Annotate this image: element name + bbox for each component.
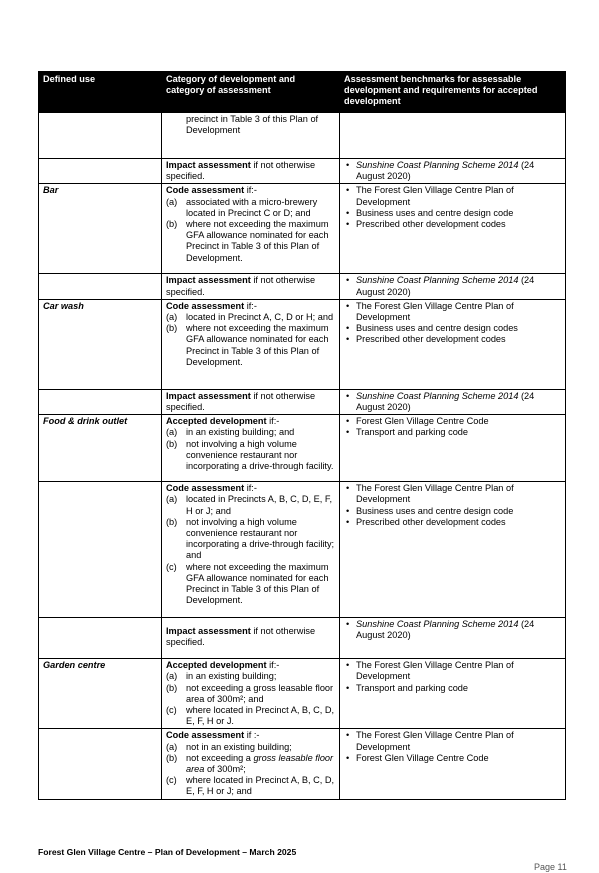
criteria-item — [166, 775, 336, 797]
use-garden-centre: Garden centre — [39, 659, 162, 729]
use-cell-empty — [39, 274, 162, 299]
code-rest: if:- — [244, 300, 257, 311]
benchmark-cell — [340, 482, 566, 618]
scheme-name: Sunshine Coast Planning Scheme 2014 — [356, 619, 519, 630]
criteria-item — [166, 219, 336, 264]
use-cell-empty — [39, 482, 162, 618]
benchmark-cell — [340, 159, 566, 184]
criteria-item — [166, 705, 336, 727]
header-benchmarks: Assessment benchmarks for assessable development and requirements for accepted development — [340, 72, 566, 113]
page-number: Page 11 — [534, 862, 567, 872]
criteria-text: in an existing building; — [186, 671, 277, 682]
criteria-text: located in Precinct A, C, D or H; and — [186, 312, 334, 323]
assessment-table — [38, 71, 566, 800]
criteria-item — [166, 753, 336, 775]
impact-cell — [162, 389, 340, 414]
scheme-name: Sunshine Coast Planning Scheme 2014 — [356, 160, 519, 170]
impact-rest: if not otherwise specified. — [166, 390, 316, 413]
criteria-text: where not exceeding the maximum GFA allowance nominated for each Precinct in Table 3 of this Plan of Development. — [186, 219, 329, 263]
criteria-label: (c) — [166, 705, 177, 716]
code-rest: if:- — [244, 185, 257, 196]
table-row — [39, 482, 566, 618]
impact-label: Impact assessment — [166, 275, 251, 286]
criteria-text: where located in Precinct A, B, C, D, E, F, H or J; and — [186, 775, 335, 797]
criteria-text: not exceeding a gross leasable floor area of 300m²; and — [186, 682, 334, 704]
code-label: Code assessment — [166, 185, 245, 196]
code-label: Code assessment — [166, 300, 245, 311]
benchmark-cell — [340, 274, 566, 299]
table-row — [39, 659, 566, 729]
use-cell-empty — [39, 389, 162, 414]
table-row — [39, 113, 566, 159]
impact-label: Impact assessment — [166, 390, 251, 401]
criteria-label: (c) — [166, 561, 177, 572]
table-row — [39, 184, 566, 274]
criteria-text: not exceeding a — [186, 752, 254, 763]
list-item: • Forest Glen Village Centre Code — [356, 416, 562, 427]
scheme-date: (24 August 2020) — [356, 390, 535, 413]
accepted-cell — [162, 415, 340, 482]
benchmark-cell — [340, 729, 566, 799]
scheme-date: (24 August 2020) — [356, 275, 535, 297]
criteria-item — [166, 671, 336, 682]
list-item: • The Forest Glen Village Centre Plan of Development — [356, 483, 562, 505]
header-category: Category of development and category of assessment — [162, 72, 340, 113]
criteria-item — [166, 517, 336, 562]
benchmark-cell-empty — [340, 113, 566, 159]
code-rest: if :- — [244, 730, 260, 741]
code-cell — [162, 729, 340, 799]
code-cell — [162, 482, 340, 618]
benchmark-cell — [340, 415, 566, 482]
use-cell-empty — [39, 729, 162, 799]
criteria-text: where not exceeding the maximum GFA allowance nominated for each Precinct in Table 3 of this Plan of Development. — [186, 323, 329, 367]
table-row — [39, 389, 566, 414]
criteria-label: (b) — [166, 682, 178, 693]
code-label: Code assessment — [166, 483, 245, 494]
benchmark-cell — [340, 184, 566, 274]
use-cell-empty — [39, 159, 162, 184]
list-item — [356, 160, 562, 182]
impact-cell — [162, 618, 340, 659]
list-item: • Business uses and centre design codes — [356, 323, 562, 334]
criteria-text-italic: gross leasable floor area — [186, 752, 334, 775]
category-cell — [162, 113, 340, 159]
criteria-item — [166, 323, 336, 368]
list-item: • Prescribed other development codes — [356, 219, 562, 230]
accepted-cell — [162, 659, 340, 729]
list-item: • Prescribed other development codes — [356, 334, 562, 345]
criteria-item — [166, 742, 336, 753]
code-cell — [162, 184, 340, 274]
benchmark-cell — [340, 618, 566, 659]
benchmark-cell — [340, 389, 566, 414]
code-cell — [162, 299, 340, 389]
impact-rest: if not otherwise specified. — [166, 626, 316, 648]
list-item: • Transport and parking code — [356, 683, 562, 694]
criteria-item — [166, 683, 336, 705]
accepted-rest: if:- — [266, 660, 280, 671]
list-item: • Transport and parking code — [356, 427, 562, 438]
criteria-label: (b) — [166, 219, 178, 230]
table-row — [39, 299, 566, 389]
table-row — [39, 415, 566, 482]
header-defined-use: Defined use — [39, 72, 162, 113]
use-food-drink-outlet: Food & drink outlet — [39, 415, 162, 482]
criteria-label: (a) — [166, 671, 178, 682]
criteria-text: not involving a high volume convenience restaurant nor incorporating a drive-through facility; and — [186, 516, 335, 561]
criteria-text: where not exceeding the maximum GFA allowance nominated for each Precinct in Table 3 of this Plan of Development. — [186, 561, 329, 606]
use-bar: Bar — [39, 184, 162, 274]
criteria-label: (b) — [166, 438, 178, 449]
criteria-item — [166, 494, 336, 516]
criteria-item — [166, 562, 336, 607]
accepted-label: Accepted development — [166, 660, 267, 671]
impact-label: Impact assessment — [166, 160, 251, 170]
scheme-name: Sunshine Coast Planning Scheme 2014 — [356, 390, 519, 401]
criteria-text: associated with a micro-brewery located in Precinct C or D; and — [186, 196, 318, 218]
criteria-text: of 300m²; — [204, 764, 246, 775]
table-row — [39, 159, 566, 184]
scheme-name: Sunshine Coast Planning Scheme 2014 — [356, 275, 519, 286]
criteria-label: (a) — [166, 196, 178, 207]
criteria-label: (b) — [166, 752, 178, 763]
list-item: • Prescribed other development codes — [356, 517, 562, 528]
table-row — [39, 618, 566, 659]
benchmark-cell — [340, 659, 566, 729]
criteria-item — [166, 312, 336, 323]
table-row — [39, 274, 566, 299]
list-item — [356, 275, 562, 297]
accepted-rest: if:- — [266, 416, 280, 427]
criteria-text: located in Precincts A, B, C, D, E, F, H or J; and — [186, 494, 333, 516]
continued-text: precinct in Table 3 of this Plan of Development — [186, 114, 319, 136]
list-item: • The Forest Glen Village Centre Plan of Development — [356, 730, 562, 752]
criteria-item — [166, 439, 336, 473]
scheme-date: (24 August 2020) — [356, 160, 535, 182]
criteria-label: (a) — [166, 494, 178, 505]
code-rest: if:- — [244, 483, 257, 494]
list-item: • Forest Glen Village Centre Code — [356, 753, 562, 764]
impact-cell — [162, 274, 340, 299]
criteria-label: (a) — [166, 312, 178, 323]
accepted-label: Accepted development — [166, 416, 267, 427]
list-item — [356, 391, 562, 413]
list-item: • The Forest Glen Village Centre Plan of Development — [356, 660, 562, 682]
impact-rest: if not otherwise specified. — [166, 160, 316, 182]
impact-rest: if not otherwise specified. — [166, 275, 316, 297]
use-car-wash: Car wash — [39, 299, 162, 389]
impact-cell — [162, 159, 340, 184]
impact-label: Impact assessment — [166, 626, 251, 637]
criteria-text: not involving a high volume convenience restaurant nor incorporating a drive-through facility. — [186, 438, 334, 472]
criteria-text: not in an existing building; — [186, 741, 292, 752]
scheme-date: (24 August 2020) — [356, 619, 535, 641]
criteria-text: where located in Precinct A, B, C, D, E, F, H or J. — [186, 705, 335, 727]
criteria-label: (b) — [166, 323, 178, 334]
criteria-label: (a) — [166, 427, 178, 438]
use-cell-empty — [39, 618, 162, 659]
code-label: Code assessment — [166, 730, 245, 741]
benchmark-cell — [340, 299, 566, 389]
criteria-label: (c) — [166, 775, 177, 786]
table-header-row — [39, 72, 566, 113]
criteria-item — [166, 427, 336, 438]
page-footer: Forest Glen Village Centre – Plan of Development – March 2025 — [38, 847, 297, 857]
list-item: • Business uses and centre design code — [356, 208, 562, 219]
table-row — [39, 729, 566, 799]
criteria-label: (a) — [166, 741, 178, 752]
list-item: • The Forest Glen Village Centre Plan of Development — [356, 301, 562, 323]
criteria-label: (b) — [166, 516, 178, 527]
list-item: • The Forest Glen Village Centre Plan of Development — [356, 185, 562, 207]
criteria-item — [166, 197, 336, 219]
list-item — [356, 619, 562, 641]
criteria-text: in an existing building; and — [186, 427, 295, 438]
use-cell-empty — [39, 113, 162, 159]
list-item: • Business uses and centre design code — [356, 506, 562, 517]
